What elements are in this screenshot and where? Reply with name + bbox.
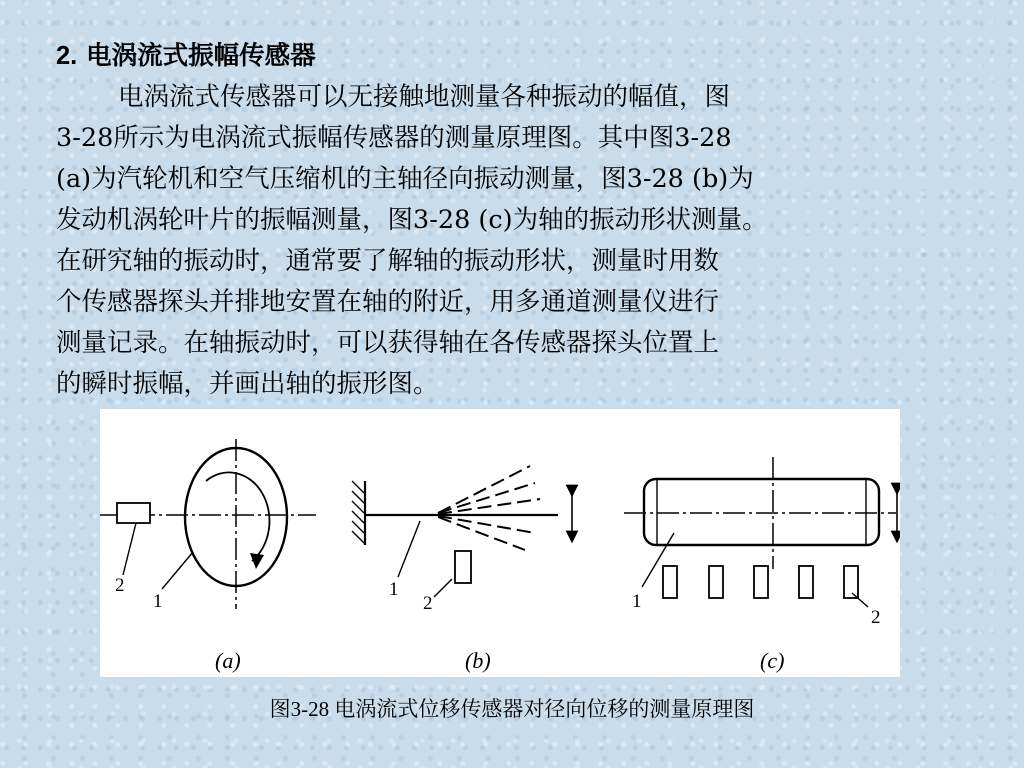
probe [754,566,768,598]
probe [117,503,150,523]
probe-label: 2 [871,607,881,628]
paragraph-line: 电涡流式传感器可以无接触地测量各种振动的幅值，图 [118,82,731,112]
section-title: 电涡流式振幅传感器 [86,41,316,71]
figure-caption: 图3-28 电涡流式位移传感器对径向位移的测量原理图 [269,697,755,721]
section-number: 2. [56,42,78,70]
paragraph-line: 发动机涡轮叶片的振幅测量，图3-28 (c)为轴的振动形状测量。 [56,205,768,235]
rotation-arrow [206,472,269,561]
shaft-label: 1 [153,591,163,612]
probe [455,551,471,583]
probe [663,566,677,598]
diagram-c [624,457,897,673]
diagram-b [352,466,572,673]
probe [844,566,858,598]
section-heading [56,36,986,77]
measurement-diagram [100,409,900,677]
diagram-a [100,439,316,673]
sublabel-c: (c) [760,648,785,673]
probe-label: 2 [115,575,125,596]
probe [709,566,723,598]
paragraph-line: 在研究轴的振动时，通常要了解轴的振动形状，测量时用数 [56,246,720,276]
sublabel-a: (a) [215,648,241,673]
diagram-svg [100,409,900,677]
probe-label: 2 [423,593,433,614]
sublabel-b: (b) [465,648,491,673]
paragraph-line: 个传感器探头并排地安置在轴的附近，用多通道测量仪进行 [56,287,720,317]
paragraph-line: 3-28所示为电涡流式振幅传感器的测量原理图。其中图3-28 [56,123,732,153]
paragraph-line: 测量记录。在轴振动时，可以获得轴在各传感器探头位置上 [56,328,720,358]
blade-label: 1 [389,579,399,600]
paragraph-line: (a)为汽轮机和空气压缩机的主轴径向振动测量，图3-28 (b)为 [56,164,754,194]
probe [799,566,813,598]
slide-text [56,36,986,405]
paragraph-line: 的瞬时振幅，并画出轴的振形图。 [56,369,439,399]
shaft [644,479,879,545]
shaft-label: 1 [632,591,642,612]
